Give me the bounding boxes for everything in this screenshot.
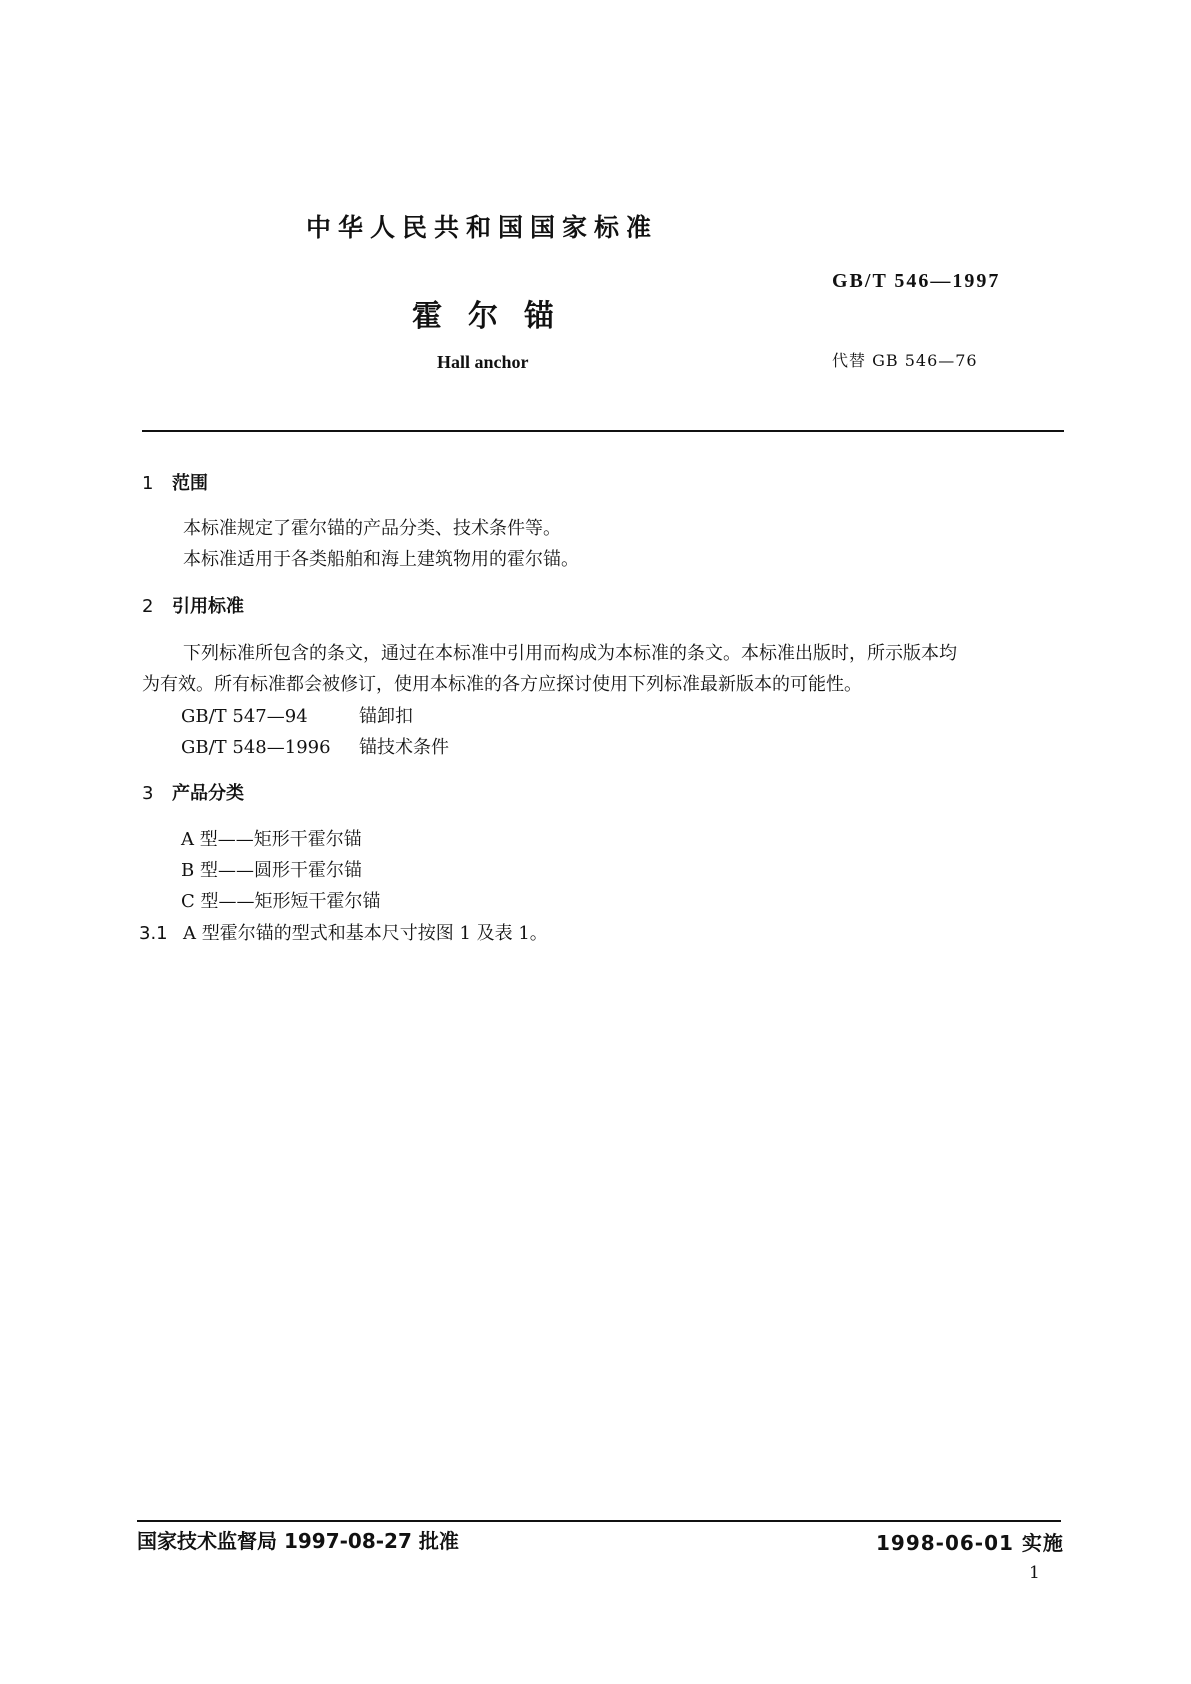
product-type-item bbox=[181, 855, 362, 886]
section-3-title: 产品分类 bbox=[172, 783, 244, 804]
header-rule bbox=[142, 430, 1064, 432]
product-type-item bbox=[181, 824, 362, 855]
replaces-standard: 代替 GB 546—76 bbox=[832, 351, 978, 370]
section-1-paragraph-1: 本标准规定了霍尔锚的产品分类、技术条件等。 bbox=[183, 518, 561, 539]
national-standard-heading: 中华人民共和国国家标准 bbox=[306, 213, 659, 242]
reference-item bbox=[181, 701, 413, 732]
section-1-heading bbox=[142, 469, 208, 495]
type-description: ——矩形短干霍尔锚 bbox=[218, 891, 381, 912]
reference-code: GB/T 547—94 bbox=[181, 706, 308, 727]
subsection-text: A 型霍尔锚的型式和基本尺寸按图 1 及表 1。 bbox=[183, 923, 548, 944]
reference-code: GB/T 548—1996 bbox=[181, 737, 331, 758]
section-2-number: 2 bbox=[142, 596, 154, 617]
section-2-title: 引用标准 bbox=[172, 596, 244, 617]
section-2-paragraph-line-2: 为有效。所有标准都会被修订，使用本标准的各方应探讨使用下列标准最新版本的可能性。 bbox=[142, 674, 862, 695]
document-title-en: Hall anchor bbox=[437, 352, 529, 372]
type-letter: B 型 bbox=[181, 860, 218, 881]
subsection-number: 3.1 bbox=[139, 923, 168, 944]
section-1-title: 范围 bbox=[172, 473, 208, 494]
standard-number bbox=[832, 268, 1000, 293]
subsection-3-1 bbox=[139, 918, 548, 949]
section-2-heading bbox=[142, 592, 244, 618]
effective-date: 1998-06-01 实施 bbox=[876, 1531, 1064, 1555]
section-2-paragraph-line-1: 下列标准所包含的条文，通过在本标准中引用而构成为本标准的条文。本标准出版时，所示版本均 bbox=[183, 643, 957, 664]
section-3-heading bbox=[142, 779, 244, 805]
standard-number-text: GB/T 546—1997 bbox=[832, 270, 1001, 292]
page-number: 1 bbox=[1029, 1563, 1040, 1583]
reference-name: 锚技术条件 bbox=[359, 737, 449, 758]
footer-rule bbox=[137, 1520, 1061, 1522]
document-title-cn: 霍尔锚 bbox=[412, 299, 580, 334]
type-description: ——矩形干霍尔锚 bbox=[217, 829, 362, 850]
type-letter: C 型 bbox=[181, 891, 219, 912]
section-1-paragraph-2: 本标准适用于各类船舶和海上建筑物用的霍尔锚。 bbox=[183, 549, 579, 570]
reference-item bbox=[181, 732, 449, 763]
type-description: ——圆形干霍尔锚 bbox=[217, 860, 362, 881]
section-3-number: 3 bbox=[142, 783, 154, 804]
approval-info: 国家技术监督局 1997-08-27 批准 bbox=[137, 1529, 459, 1553]
reference-name: 锚卸扣 bbox=[359, 706, 413, 727]
type-letter: A 型 bbox=[181, 829, 218, 850]
product-type-item bbox=[181, 886, 381, 917]
section-1-number: 1 bbox=[142, 473, 154, 494]
